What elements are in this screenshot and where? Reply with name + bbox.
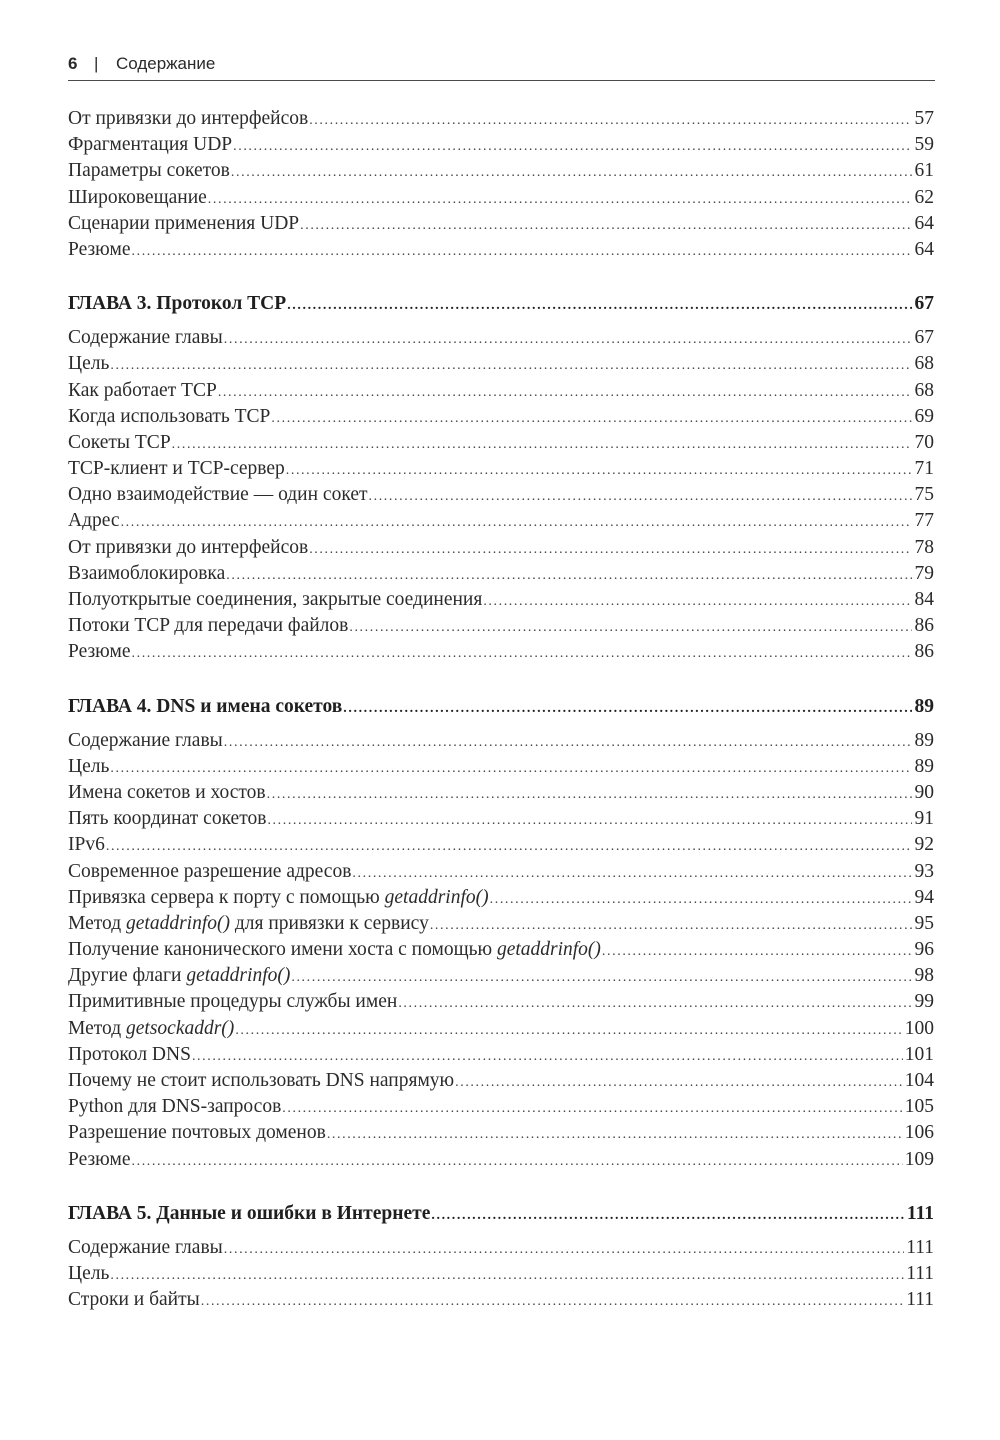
toc-entry[interactable]: Резюме ..... 109 [68,1147,934,1173]
dot-leader [132,641,913,667]
dot-leader [490,887,912,913]
entry-page: 109 [904,1148,934,1170]
toc-entry[interactable]: Содержание главы ..... 89 [68,728,934,754]
code-name: getsockaddr() [126,1017,235,1039]
code-name: getaddrinfo() [384,886,489,908]
entry-page: 111 [906,1236,934,1258]
chapter-heading[interactable]: ГЛАВА 3. Протокол TCP ..... 67 [68,290,934,318]
toc-entry[interactable]: Имена сокетов и хостов ..... 90 [68,780,934,806]
dot-leader [106,834,912,860]
entry-page: 86 [914,615,934,637]
toc-entry[interactable]: Другие флаги getaddrinfo() ..... 98 [68,963,934,989]
entry-page: 61 [914,160,934,182]
toc-entry[interactable]: Резюме ..... 86 [68,639,934,665]
running-head [68,54,935,81]
toc-entry[interactable]: IPv6 ..... 92 [68,832,934,858]
toc-entry[interactable]: Метод getsockaddr() ..... 100 [68,1016,934,1042]
dot-leader [291,965,912,991]
dot-leader [271,406,912,432]
entry-page: 57 [914,108,934,129]
chapter-heading[interactable]: ГЛАВА 4. DNS и имена сокетов ..... 89 [68,693,934,721]
dot-leader [218,380,912,406]
table-of-contents [68,106,934,1313]
dot-leader [201,1289,904,1315]
dot-leader [267,782,912,808]
toc-entry[interactable]: Цель ..... 111 [68,1261,934,1287]
code-name: getaddrinfo() [496,939,601,961]
toc-entry[interactable]: Широковещание ..... 62 [68,185,934,211]
dot-leader [343,695,912,723]
toc-entry[interactable]: Резюме ..... 64 [68,237,934,263]
dot-leader [224,730,912,756]
dot-leader [309,537,912,563]
chapter-page: 111 [906,1202,934,1224]
dot-leader [483,589,912,615]
toc-entry[interactable]: Полуоткрытые соединения, закрытые соединения ..... 84 [68,587,934,613]
dot-leader [235,1018,902,1044]
dot-leader [226,563,912,589]
toc-entry[interactable]: Примитивные процедуры службы имен ..... 99 [68,989,934,1015]
entry-page: 64 [914,238,934,260]
dot-leader [287,292,912,320]
entry-page: 95 [914,912,934,934]
entry-page: 101 [904,1043,934,1065]
entry-page: 94 [914,886,934,908]
toc-entry[interactable]: От привязки до интерфейсов ..... 78 [68,535,934,561]
toc-entry[interactable]: Взаимоблокировка ..... 79 [68,561,934,587]
entry-page: 64 [914,212,934,234]
toc-entry[interactable]: Сокеты TCP ..... 70 [68,430,934,456]
chapter-page: 67 [914,293,934,315]
toc-entry[interactable]: Метод getaddrinfo() для привязки к сервису ..... 95 [68,911,934,937]
code-name: getaddrinfo() [186,965,291,987]
toc-entry[interactable]: Цель ..... 89 [68,754,934,780]
dot-leader [172,432,912,458]
chapter-4 [68,693,934,1173]
entry-page: 93 [914,860,934,882]
entry-page: 71 [914,458,934,480]
chapter-3 [68,290,934,665]
entry-page: 104 [904,1070,934,1091]
dot-leader [110,756,912,782]
entry-page: 105 [904,1096,934,1118]
toc-entry[interactable]: Когда использовать TCP ..... 69 [68,404,934,430]
dot-leader [121,510,912,536]
entry-page: 62 [914,186,934,208]
entry-page: 86 [914,641,934,663]
toc-entry[interactable]: Почему не стоит использовать DNS напрямую ..... 104 [68,1068,934,1094]
dot-leader [224,327,912,353]
entry-page: 77 [914,510,934,532]
dot-leader [327,1122,903,1148]
entry-page: 96 [914,939,934,961]
dot-leader [267,808,912,834]
entry-page: 106 [904,1122,934,1144]
dot-leader [282,1096,902,1122]
toc-entry[interactable]: Строки и байты ..... 111 [68,1287,934,1313]
page-number: 6 [68,54,78,73]
dot-leader [233,134,912,160]
entry-page: 59 [914,134,934,156]
toc-entry[interactable]: Современное разрешение адресов ..... 93 [68,859,934,885]
entry-page: 91 [914,808,934,830]
dot-leader [430,913,912,939]
toc-entry[interactable]: TCP-клиент и TCP-сервер ..... 71 [68,456,934,482]
toc-entry[interactable]: Параметры сокетов ..... 61 [68,158,934,184]
chapter-page: 89 [914,695,934,717]
toc-entry[interactable]: Адрес ..... 77 [68,508,934,534]
dot-leader [431,1202,905,1230]
entry-page: 99 [914,991,934,1013]
entry-page: 90 [914,781,934,803]
toc-entry[interactable]: От привязки до интерфейсов ..... 57 [68,106,934,132]
entry-page: 75 [914,484,934,506]
dot-leader [110,353,912,379]
toc-entry[interactable]: Содержание главы ..... 111 [68,1235,934,1261]
chapter-5 [68,1200,934,1314]
entry-page: 111 [906,1262,934,1284]
section-title: Содержание [116,54,216,73]
entry-page: 69 [914,405,934,427]
entry-page: 89 [914,729,934,751]
toc-entry[interactable]: Потоки TCP для передачи файлов ..... 86 [68,613,934,639]
dot-leader [300,213,912,239]
toc-entry[interactable]: Получение канонического имени хоста с помощью getaddrinfo() ..... 96 [68,937,934,963]
entry-page: 98 [914,965,934,987]
toc-entry[interactable]: Содержание главы ..... 67 [68,325,934,351]
toc-entry[interactable]: Python для DNS-запросов ..... 105 [68,1094,934,1120]
dot-leader [455,1070,903,1096]
dot-leader [231,160,912,186]
toc-entry[interactable]: Одно взаимодействие — один сокет ..... 75 [68,482,934,508]
chapter-heading[interactable]: ГЛАВА 5. Данные и ошибки в Интернете ..... 111 [68,1200,934,1228]
dot-leader [602,939,912,965]
dot-leader [224,1237,904,1263]
header-separator: | [94,54,99,73]
entry-page: 70 [914,431,934,453]
code-name: getaddrinfo() [126,912,230,934]
entry-page: 84 [914,589,934,610]
entry-page: 68 [914,353,934,375]
entry-page: 67 [914,327,934,349]
dot-leader [110,1263,904,1289]
dot-leader [192,1044,903,1070]
continued-entries [68,106,934,263]
dot-leader [286,458,912,484]
toc-entry[interactable]: Цель ..... 68 [68,351,934,377]
entry-page: 79 [914,562,934,584]
dot-leader [352,861,912,887]
entry-page: 89 [914,755,934,777]
toc-entry[interactable]: Как работает TCP ..... 68 [68,378,934,404]
toc-entry[interactable]: Пять координат сокетов ..... 91 [68,806,934,832]
toc-entry[interactable]: Сценарии применения UDP ..... 64 [68,211,934,237]
toc-entry[interactable]: Протокол DNS ..... 101 [68,1042,934,1068]
dot-leader [369,484,913,510]
entry-page: 92 [914,834,934,856]
toc-entry[interactable]: Фрагментация UDP ..... 59 [68,132,934,158]
dot-leader [208,187,912,213]
dot-leader [349,615,912,641]
toc-entry[interactable]: Разрешение почтовых доменов ..... 106 [68,1120,934,1146]
dot-leader [398,991,912,1017]
dot-leader [132,1149,903,1175]
toc-entry[interactable]: Привязка сервера к порту с помощью getaddrinfo() ..... 94 [68,885,934,911]
entry-page: 78 [914,536,934,558]
entry-page: 100 [904,1017,934,1039]
dot-leader [309,108,912,134]
entry-page: 111 [906,1289,934,1311]
dot-leader [132,239,913,265]
entry-page: 68 [914,379,934,401]
